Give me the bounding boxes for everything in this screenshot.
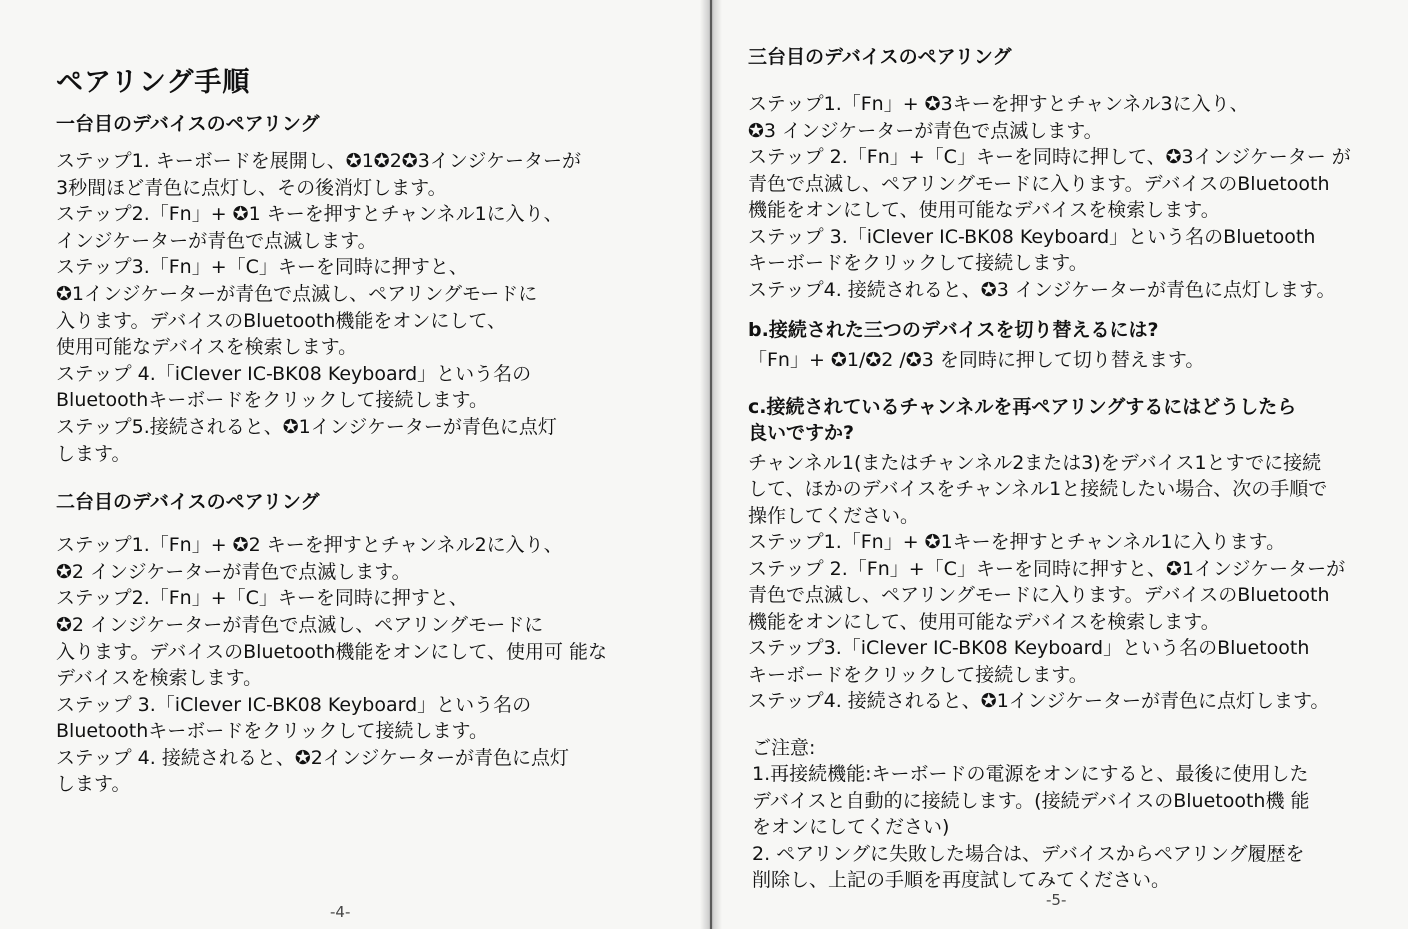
- section-heading-device3: 三台目のデバイスのペアリング: [748, 46, 1012, 68]
- text-line: 削除し、上記の手順を再度試してみてください。: [752, 869, 1171, 891]
- page-number: -5-: [1046, 891, 1067, 909]
- text-line: ステップ5.接続されると、✪1インジケーターが青色に点灯: [56, 415, 557, 438]
- text-line: します。: [56, 442, 131, 465]
- text-line: ステップ 2.「Fn」+「C」キーを同時に押して、✪3インジケーター が: [748, 146, 1351, 168]
- text-line: 1.再接続機能:キーボードの電源をオンにすると、最後に使用した: [752, 763, 1309, 785]
- text-line: Bluetoothキーボードをクリックして接続します。: [56, 720, 488, 743]
- section-body-device2: [56, 532, 666, 798]
- text-line: 入ります。デバイスのBluetooth機能をオンにして、: [56, 309, 507, 332]
- text-line: キーボードをクリックして接続します。: [748, 252, 1088, 274]
- text-line: ステップ2.「Fn」+ ✪1 キーを押すとチャンネル1に入り、: [56, 203, 563, 226]
- text-line: をオンにしてください): [752, 816, 950, 838]
- text-line: 青色で点滅し、ペアリングモードに入ります。デバイスのBluetooth: [748, 584, 1330, 606]
- text-line: ステップ1.「Fn」+ ✪2 キーを押すとチャンネル2に入り、: [56, 534, 563, 557]
- text-line: 機能をオンにして、使用可能なデバイスを検索します。: [748, 199, 1220, 221]
- text-line: 機能をオンにして、使用可能なデバイスを検索します。: [748, 610, 1220, 633]
- text-line: 操作してください。: [748, 504, 920, 527]
- text-line: ステップ1. キーボードを展開し、✪1✪2✪3インジケーターが: [56, 150, 581, 172]
- text-line: ✪1インジケーターが青色で点滅し、ペアリングモードに: [56, 282, 538, 305]
- text-line: ステップ 2.「Fn」+「C」キーを同時に押すと、✪1インジケーターが: [748, 557, 1346, 580]
- text-line: ステップ 4. 接続されると、✪2インジケーターが青色に点灯: [56, 746, 569, 769]
- text-line: ✪2 インジケーターが青色で点滅します。: [56, 560, 411, 583]
- text-line: します。: [56, 773, 131, 796]
- text-line: ステップ3.「iClever IC-BK08 Keyboard」という名のBluetooth: [748, 637, 1310, 659]
- text-line: ステップ4. 接続されると、✪1インジケーターが青色に点灯します。: [748, 690, 1330, 712]
- text-line: デバイスを検索します。: [56, 667, 263, 690]
- text-line: ステップ 3.「iClever IC-BK08 Keyboard」という名の: [56, 693, 532, 716]
- section-body-device1: [56, 148, 666, 467]
- text-line: 使用可能なデバイスを検索します。: [56, 336, 358, 359]
- book-gutter: [700, 0, 722, 929]
- text-line: キーボードをクリックして接続します。: [748, 663, 1088, 686]
- text-line: ステップ 3.「iClever IC-BK08 Keyboard」という名のBluetooth: [748, 225, 1316, 248]
- text-line: Bluetoothキーボードをクリックして接続します。: [56, 389, 488, 412]
- text-line: ステップ 4.「iClever IC-BK08 Keyboard」という名の: [56, 362, 532, 385]
- section-body-switch: [748, 347, 1374, 374]
- section-body-device3: [748, 91, 1374, 303]
- text-line: ステップ1.「Fn」+ ✪1キーを押すとチャンネル1に入ります。: [748, 531, 1286, 553]
- text-line: 2. ペアリングに失敗した場合は、デバイスからペアリング履歴を: [752, 842, 1305, 865]
- notes-block: [748, 735, 1374, 894]
- text-line: ✪3 インジケーターが青色で点滅します。: [748, 119, 1103, 142]
- heading-line: c.接続されているチャンネルを再ペアリングするにはどうしたら: [748, 395, 1297, 418]
- text-line: デバイスと自動的に接続します。(接続デバイスのBluetooth機 能: [752, 789, 1310, 812]
- right-page: [706, 0, 1408, 929]
- text-line: ステップ3.「Fn」+「C」キーを同時に押すと、: [56, 256, 468, 279]
- page-title: ペアリング手順: [56, 67, 251, 98]
- text-line: インジケーターが青色で点滅します。: [56, 229, 377, 252]
- text-line: ステップ2.「Fn」+「C」キーを同時に押すと、: [56, 587, 468, 610]
- section-heading-device2: 二台目のデバイスのペアリング: [56, 491, 320, 514]
- section-heading-switch: b.接続された三つのデバイスを切り替えるには?: [748, 319, 1159, 341]
- text-line: ステップ1.「Fn」+ ✪3キーを押すとチャンネル3に入り、: [748, 93, 1249, 115]
- text-line: 3秒間ほど青色に点灯し、その後消灯します。: [56, 176, 447, 199]
- text-line: ステップ4. 接続されると、✪3 インジケーターが青色に点灯します。: [748, 278, 1336, 301]
- section-body-repair: [748, 450, 1374, 715]
- text-line: チャンネル1(またはチャンネル2または3)をデバイス1とすでに接続: [748, 451, 1322, 474]
- text-line: 入ります。デバイスのBluetooth機能をオンにして、使用可 能な: [56, 640, 608, 663]
- text-line: 青色で点滅し、ペアリングモードに入ります。デバイスのBluetooth: [748, 172, 1330, 195]
- heading-line: 良いですか?: [748, 421, 855, 444]
- section-heading-device1: 一台目のデバイスのペアリング: [56, 113, 320, 135]
- text-line: して、ほかのデバイスをチャンネル1と接続したい場合、次の手順で: [748, 478, 1328, 500]
- text-line: 「Fn」+ ✪1/✪2 /✪3 を同時に押して切り替えます。: [748, 349, 1205, 371]
- section-heading-repair: [748, 394, 1374, 446]
- page-number: -4-: [330, 903, 351, 921]
- text-line: ✪2 インジケーターが青色で点滅し、ペアリングモードに: [56, 613, 544, 636]
- notes-title: ご注意:: [752, 736, 816, 759]
